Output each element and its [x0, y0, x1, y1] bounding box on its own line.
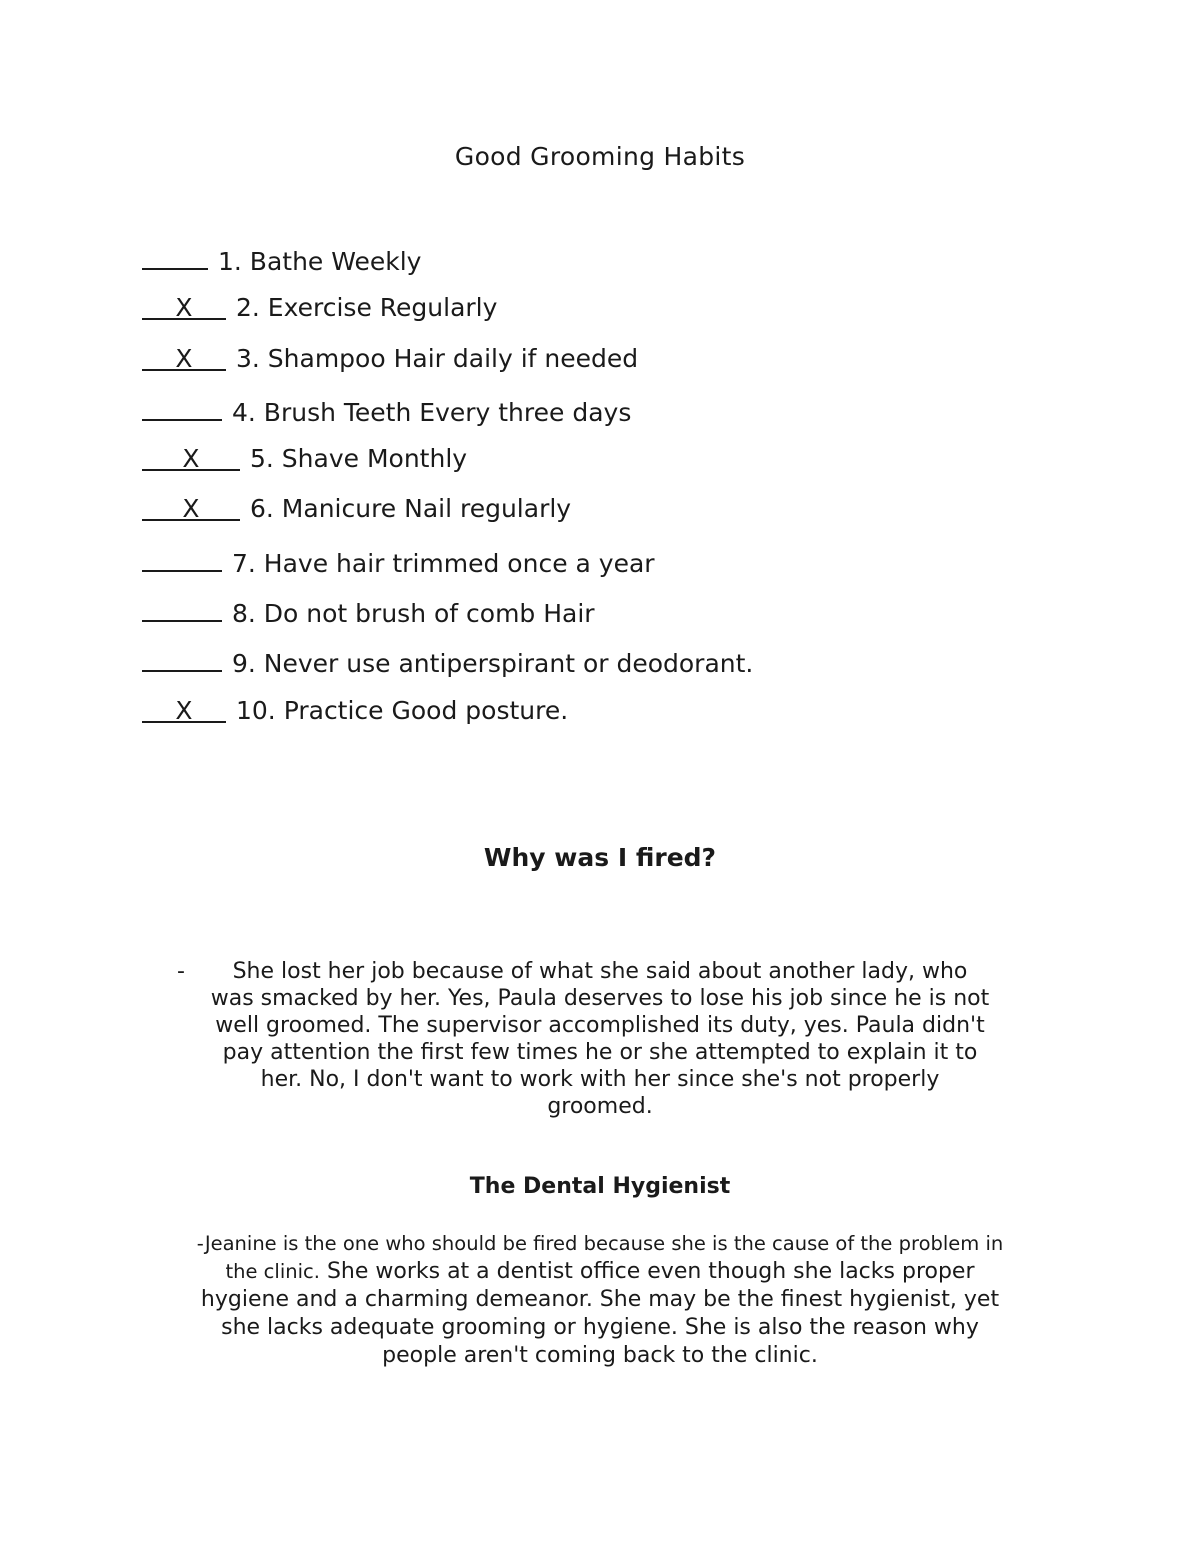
bullet-marker: -: [177, 959, 185, 984]
answer-blank: X: [142, 290, 226, 320]
checklist-item-label: 6. Manicure Nail regularly: [250, 494, 572, 524]
answer-blank: X: [142, 491, 240, 521]
dental-answer-intro: -Jeanine is the one who should be fired because she is the cause of the problem in the clinic.: [196, 1232, 1004, 1283]
checklist-item-label: 10. Practice Good posture.: [236, 695, 569, 725]
checklist-item-label: 4. Brush Teeth Every three days: [232, 397, 632, 427]
checklist-item-label: 2. Exercise Regularly: [236, 293, 498, 323]
dental-answer-paragraph: [195, 1230, 1005, 1370]
fired-answer-paragraph: She lost her job because of what she said about another lady, who was smacked by her. Yes, Paula deserves to lose his job since he is not well groomed. The supervisor accomplished its duty, yes. Paula didn't pay attention the first few times he or she attempted to explain it to her. No, I don't want to work with her since she's not properly groomed.: [210, 959, 990, 1119]
checklist-item-label: 7. Have hair trimmed once a year: [232, 548, 655, 578]
answer-blank: [142, 592, 222, 622]
checklist-item-label: 3. Shampoo Hair daily if needed: [236, 343, 639, 373]
answer-blank: X: [142, 341, 226, 371]
checklist-item-label: 8. Do not brush of comb Hair: [232, 599, 595, 629]
checklist-item-label: 5. Shave Monthly: [250, 444, 468, 474]
page-title: Good Grooming Habits: [454, 142, 746, 171]
grooming-checklist: [142, 240, 1102, 743]
section-heading-dental: The Dental Hygienist: [469, 1174, 731, 1199]
checklist-item: [142, 693, 1102, 743]
answer-blank: X: [142, 441, 240, 471]
checklist-item: [142, 592, 1102, 642]
answer-blank: [142, 391, 222, 421]
checklist-item-label: 9. Never use antiperspirant or deodorant.: [232, 649, 754, 679]
checklist-item: [142, 240, 1102, 290]
checklist-item: [142, 642, 1102, 692]
checklist-item: [142, 290, 1102, 340]
section-heading-fired: Why was I fired?: [483, 843, 717, 872]
dental-answer-body: She works at a dentist office even though she lacks proper hygiene and a charming demeanor. She may be the finest hygienist, yet she lacks adequate grooming or hygiene. She is also the reason why people aren't coming back to the clinic.: [200, 1259, 1000, 1368]
checklist-item: [142, 341, 1102, 391]
checklist-item: [142, 441, 1102, 491]
checklist-item: [142, 391, 1102, 441]
answer-blank: [142, 240, 208, 270]
answer-blank: [142, 542, 222, 572]
checklist-item-label: 1. Bathe Weekly: [218, 247, 422, 276]
answer-blank: X: [142, 693, 226, 723]
answer-blank: [142, 642, 222, 672]
checklist-item: [142, 491, 1102, 541]
checklist-item: [142, 542, 1102, 592]
